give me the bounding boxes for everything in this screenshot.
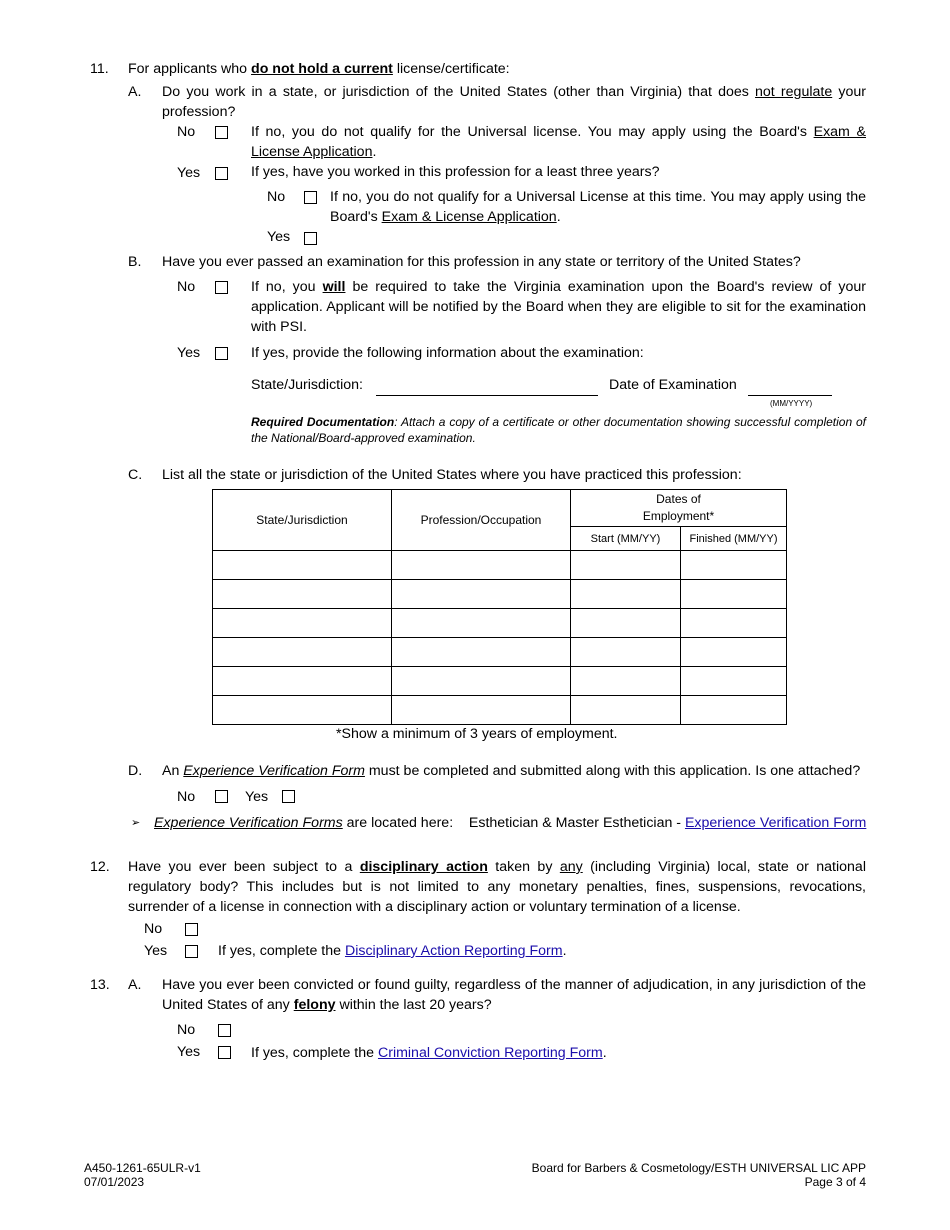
- bullet-arrow-icon: ➢: [131, 817, 141, 829]
- q13-no-label: No: [177, 1022, 196, 1038]
- q11b-no-label: No: [177, 279, 196, 295]
- header-state-jurisdiction: State/Jurisdiction: [213, 490, 392, 551]
- q11a-letter: A.: [128, 84, 142, 100]
- cell-input[interactable]: [392, 638, 571, 667]
- cell-input[interactable]: [392, 609, 571, 638]
- cell-input[interactable]: [392, 551, 571, 580]
- cell-input[interactable]: [392, 667, 571, 696]
- q11-intro: For applicants who do not hold a current license/certificate:: [128, 61, 510, 77]
- header-profession-occupation: Profession/Occupation: [392, 490, 571, 551]
- required-documentation-note: Required Documentation: Attach a copy of a certificate or other documentation showing successful completion of the National/Board-approved examination.: [251, 415, 866, 445]
- q11b-yes-text: If yes, provide the following information about the examination:: [251, 345, 644, 361]
- q13-number: 13.: [90, 977, 110, 993]
- q13a-letter: A.: [128, 977, 142, 993]
- q11a-no-checkbox[interactable]: [215, 126, 228, 139]
- date-format-hint: (MM/YYYY): [770, 399, 813, 408]
- q12-yes-text: If yes, complete the Disciplinary Action Reporting Form.: [218, 943, 567, 959]
- q11d-no-checkbox[interactable]: [215, 790, 228, 803]
- cell-input[interactable]: [213, 638, 392, 667]
- q13-yes-label: Yes: [177, 1044, 201, 1060]
- table-row: [213, 667, 787, 696]
- q11a-sub-no-checkbox[interactable]: [304, 191, 317, 204]
- cell-input[interactable]: [392, 580, 571, 609]
- q12-yes-label: Yes: [144, 943, 168, 959]
- cell-input[interactable]: [213, 696, 392, 725]
- q11a-yes-label: Yes: [177, 165, 201, 181]
- q11b-yes-checkbox[interactable]: [215, 347, 228, 360]
- employment-note: *Show a minimum of 3 years of employment.: [336, 726, 618, 742]
- q11a-no-label: No: [177, 124, 196, 140]
- q11a-sub-yes-checkbox[interactable]: [304, 232, 317, 245]
- employment-table: [212, 489, 787, 725]
- header-finished: Finished (MM/YY): [681, 527, 787, 551]
- cell-input[interactable]: [681, 580, 787, 609]
- q11b-no-checkbox[interactable]: [215, 281, 228, 294]
- q11d-no-label: No: [177, 789, 196, 805]
- q13-yes-text: If yes, complete the Criminal Conviction Reporting Form.: [251, 1045, 607, 1061]
- cell-input[interactable]: [681, 667, 787, 696]
- footer-date: 07/01/2023: [84, 1175, 145, 1189]
- header-start: Start (MM/YY): [571, 527, 681, 551]
- q11c-letter: C.: [128, 467, 143, 483]
- footer-board: Board for Barbers & Cosmetology/ESTH UNIVERSAL LIC APP: [531, 1161, 866, 1175]
- state-jurisdiction-field[interactable]: [376, 395, 598, 396]
- table-row: [213, 638, 787, 667]
- cell-input[interactable]: [392, 696, 571, 725]
- cell-input[interactable]: [213, 667, 392, 696]
- q11a-no-text: If no, you do not qualify for the Universal license. You may apply using the Board's Exam & License Application.: [251, 124, 866, 160]
- q13a-question: Have you ever been convicted or found guilty, regardless of the manner of adjudication, in any jurisdiction of the United States of any felony within the last 20 years?: [162, 977, 866, 1013]
- q11d-question: An Experience Verification Form must be completed and submitted along with this application. Is one attached?: [162, 763, 861, 779]
- table-row: [213, 580, 787, 609]
- cell-input[interactable]: [681, 609, 787, 638]
- q11d-yes-label: Yes: [245, 789, 269, 805]
- q11a-question: Do you work in a state, or jurisdiction of the United States (other than Virginia) that does not regulate your profession?: [162, 84, 867, 120]
- date-of-examination-label: Date of Examination: [609, 377, 737, 393]
- footer-form-id: A450-1261-65ULR-v1: [84, 1161, 201, 1175]
- date-of-examination-field[interactable]: [748, 395, 832, 396]
- cell-input[interactable]: [571, 667, 681, 696]
- cell-input[interactable]: [213, 580, 392, 609]
- state-jurisdiction-label: State/Jurisdiction:: [251, 377, 363, 393]
- header-dates-of-employment: Dates of Employment*: [571, 490, 787, 527]
- criminal-conviction-form-link[interactable]: Criminal Conviction Reporting Form: [377, 1045, 603, 1061]
- q11a-yes-text: If yes, have you worked in this profession for a least three years?: [251, 164, 660, 180]
- q11a-yes-checkbox[interactable]: [215, 167, 228, 180]
- q11a-sub-no-label: No: [267, 189, 286, 205]
- q11d-yes-checkbox[interactable]: [282, 790, 295, 803]
- q11b-letter: B.: [128, 254, 142, 270]
- experience-forms-location: Experience Verification Forms are located here: Esthetician & Master Esthetician - Experience Verification Form: [154, 815, 867, 831]
- q12-no-checkbox[interactable]: [185, 923, 198, 936]
- cell-input[interactable]: [571, 696, 681, 725]
- q12-yes-checkbox[interactable]: [185, 945, 198, 958]
- q11d-letter: D.: [128, 763, 143, 779]
- cell-input[interactable]: [681, 551, 787, 580]
- q11b-yes-label: Yes: [177, 345, 201, 361]
- q12-no-label: No: [144, 921, 163, 937]
- q12-number: 12.: [90, 859, 110, 875]
- q11b-no-text: If no, you will be required to take the Virginia examination upon the Board's review of your application. Applicant will be notified by the Board when they are eligible to sit for the examination with PSI.: [251, 279, 866, 335]
- footer-page-number: Page 3 of 4: [804, 1175, 866, 1189]
- cell-input[interactable]: [681, 696, 787, 725]
- cell-input[interactable]: [571, 580, 681, 609]
- q12-question: Have you ever been subject to a disciplinary action taken by any (including Virginia) local, state or national regulatory body? This includes but is not limited to any monetary penalties, fines, suspensions, revocations, surrender of a license in connection with a disciplinary action or voluntary termination of a license.: [128, 859, 866, 915]
- cell-input[interactable]: [571, 609, 681, 638]
- q11a-sub-no-text: If no, you do not qualify for a Universal License at this time. You may apply using the Board's Exam & License Application.: [330, 189, 866, 225]
- q11-number: 11.: [90, 61, 109, 77]
- disciplinary-action-form-link[interactable]: Disciplinary Action Reporting Form: [344, 943, 563, 959]
- table-row: [213, 696, 787, 725]
- q11c-question: List all the state or jurisdiction of the United States where you have practiced this profession:: [162, 467, 742, 483]
- q11a-sub-yes-label: Yes: [267, 229, 291, 245]
- q11b-question: Have you ever passed an examination for this profession in any state or territory of the United States?: [162, 254, 801, 270]
- table-row: [213, 551, 787, 580]
- q13-no-checkbox[interactable]: [218, 1024, 231, 1037]
- experience-verification-form-link[interactable]: Experience Verification Form: [684, 815, 867, 831]
- cell-input[interactable]: [681, 638, 787, 667]
- cell-input[interactable]: [571, 551, 681, 580]
- cell-input[interactable]: [213, 551, 392, 580]
- table-row: [213, 609, 787, 638]
- q13-yes-checkbox[interactable]: [218, 1046, 231, 1059]
- cell-input[interactable]: [213, 609, 392, 638]
- cell-input[interactable]: [571, 638, 681, 667]
